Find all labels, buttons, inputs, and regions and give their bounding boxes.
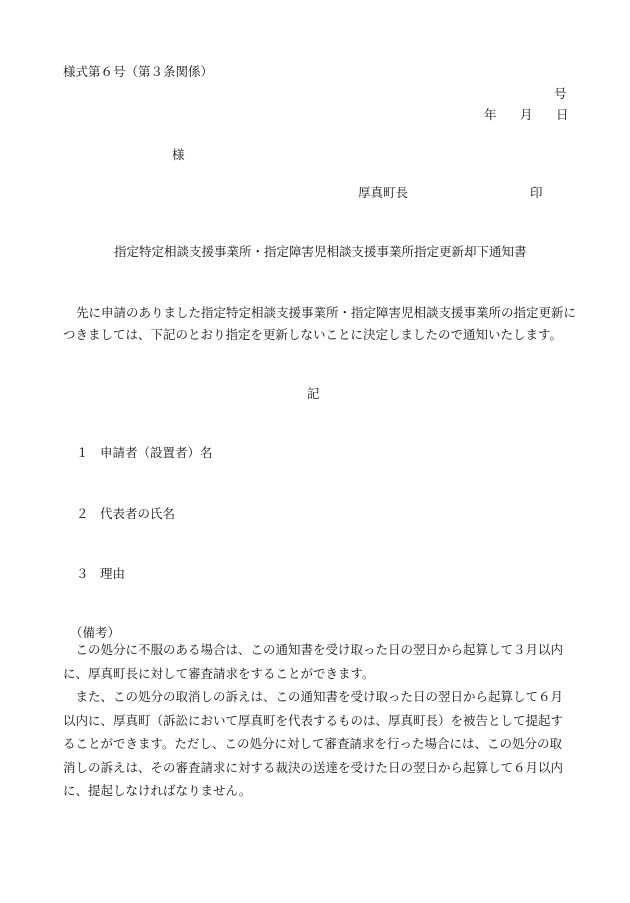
date-year: 年 (484, 107, 497, 122)
item-label: 申請者（設置者）名 (100, 445, 213, 460)
ki-label: 記 (307, 386, 320, 401)
seal-mark: 印 (530, 185, 543, 200)
remarks-body (63, 638, 568, 803)
document-number-suffix: 号 (554, 86, 567, 101)
remarks-paragraph-2: また、この処分の取消しの訴えは、この通知書を受け取った日の翌日から起算して６月以内に、厚真町（訴訟において厚真町を代表するものは、厚真町長）を被告として提起することができます。ただし、この処分に対して審査請求を行った場合には、この処分の取消しの訴えは、その審査請求に対する裁決の送達を受けた日の翌日から起算して６月以内に、提起しなければなりません。 (63, 689, 564, 798)
item-number: ３ (76, 566, 89, 581)
item-label: 理由 (100, 566, 126, 581)
item-number: １ (76, 445, 89, 460)
form-label: 様式第６号（第３条関係） (63, 64, 214, 79)
body-line-2: つきましては、下記のとおり指定を更新しないことに決定しましたので通知いたします。 (63, 327, 563, 342)
date-day: 日 (556, 107, 569, 122)
recipient-honorific: 様 (172, 147, 185, 162)
remarks-paragraph-1: この処分に不服のある場合は、この通知書を受け取った日の翌日から起算して３月以内に、厚真町長に対して審査請求をすることができます。 (63, 642, 564, 681)
date-month: 月 (520, 107, 533, 122)
item-label: 代表者の氏名 (100, 506, 176, 521)
remarks-heading: （備考） (70, 625, 121, 640)
issuer-name: 厚真町長 (358, 185, 409, 200)
item-number: ２ (76, 506, 89, 521)
document-title: 指定特定相談支援事業所・指定障害児相談支援事業所指定更新却下通知書 (114, 244, 527, 259)
body-line-1: 先に申請のありました指定特定相談支援事業所・指定障害児相談支援事業所の指定更新に (76, 305, 577, 320)
